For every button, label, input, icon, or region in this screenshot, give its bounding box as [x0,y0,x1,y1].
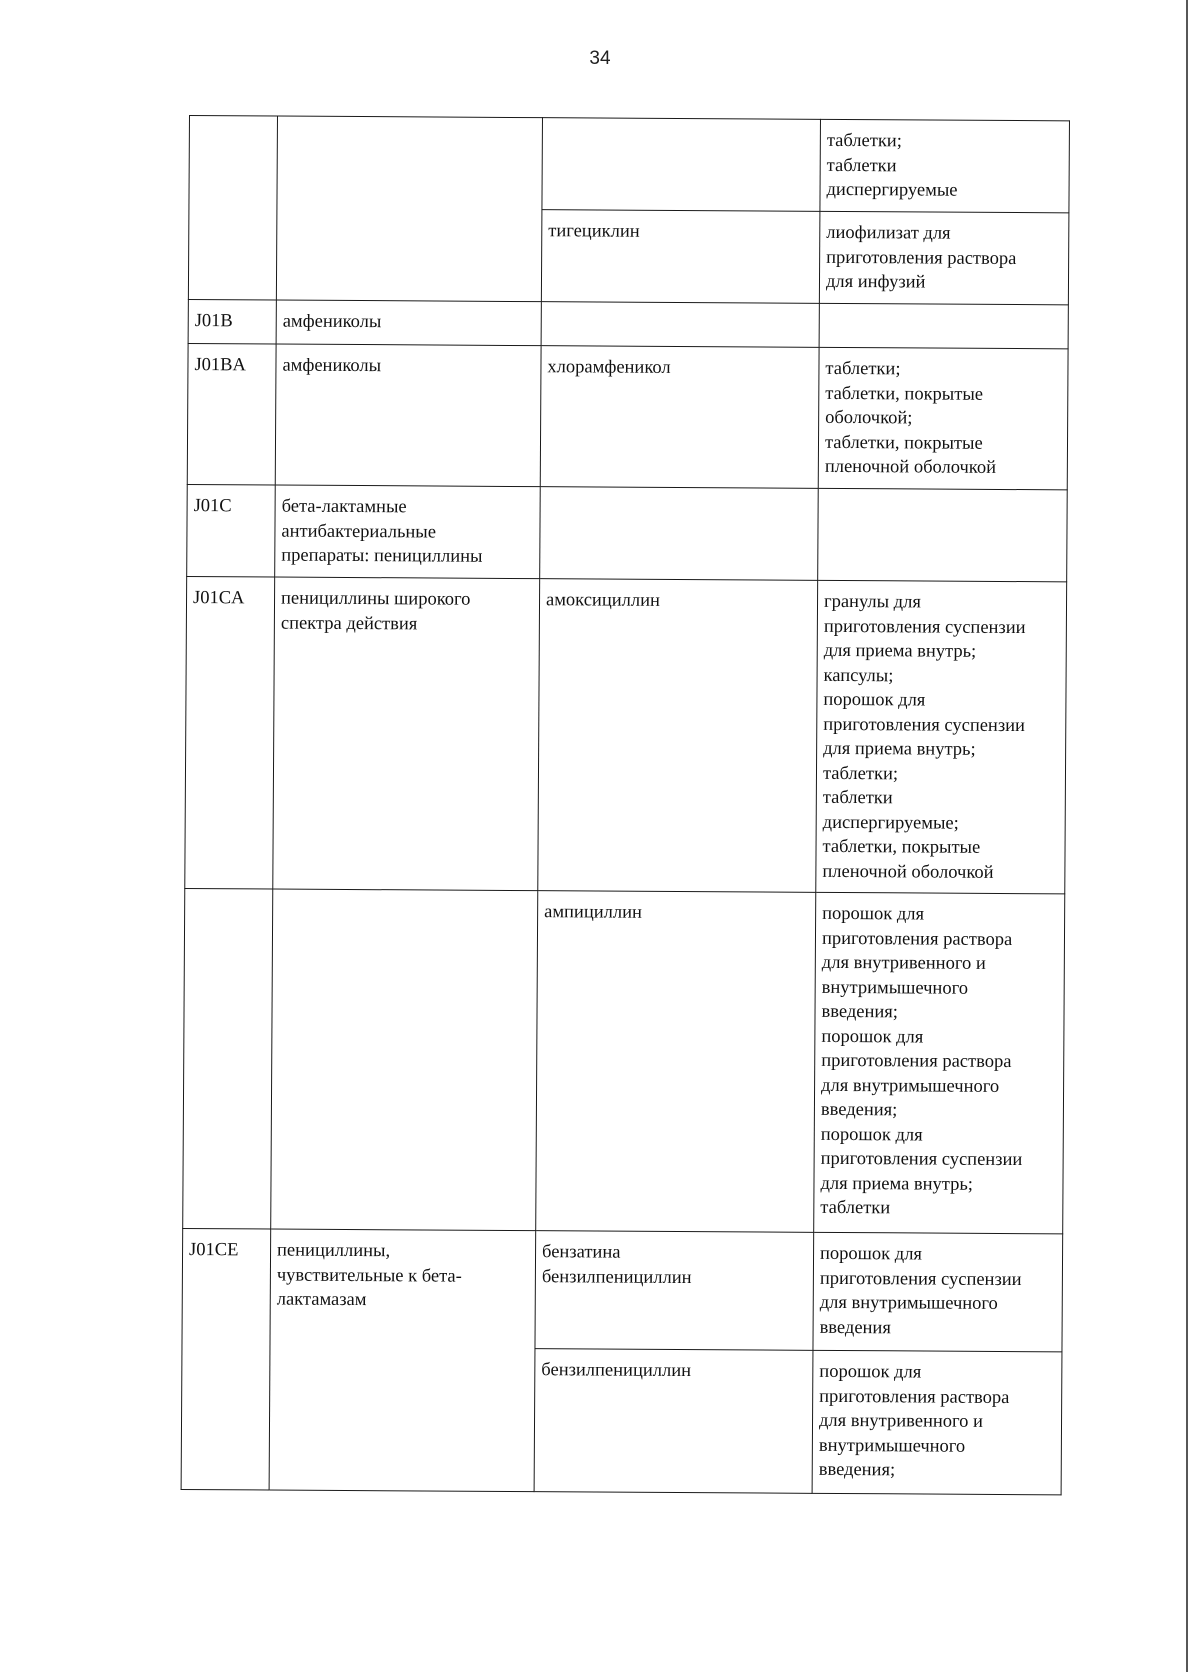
drug-name-cell: ампициллин [536,891,816,1233]
group-name-cell: бета-лактамные антибактериальные препараты: пенициллины [275,485,541,579]
dosage-form-cell: порошок для приготовления суспензии для внутримышечного введения [813,1232,1063,1352]
atc-code-cell: J01CE [181,1228,271,1490]
atc-code-cell: J01C [187,484,276,577]
dosage-form-cell [818,488,1068,582]
drug-name-cell: амоксициллин [538,579,818,893]
dosage-form-cell: лиофилизат для приготовления раствора для инфузий [819,211,1069,305]
drug-name-cell: бензилпенициллин [534,1349,813,1494]
table-row [187,343,1068,489]
table-row [185,576,1067,893]
atc-code-cell: J01BA [187,343,276,485]
table-row [182,1228,1063,1351]
drug-name-cell [540,487,819,581]
group-name-cell: амфениколы [275,344,541,487]
drug-name-cell [541,302,819,348]
dosage-form-cell: гранулы для приготовления суспензии для приема внутрь; капсулы; порошок для приготовления суспензии для приема внутрь; таблетки; таблетки диспергируемые; таблетки, покрытые пленочной оболочкой [816,580,1067,894]
drug-classification-table [181,115,1070,1495]
atc-code-cell [183,888,273,1229]
group-name-cell: амфениколы [276,300,541,346]
drug-name-cell: хлорамфеникол [540,346,819,489]
scan-edge-line [1186,0,1188,1672]
dosage-form-cell: таблетки; таблетки, покрытые оболочкой; таблетки, покрытые пленочной оболочкой [818,347,1068,490]
dosage-form-cell: порошок для приготовления раствора для внутривенного и внутримышечного введения; [812,1350,1062,1495]
atc-code-cell [188,116,277,301]
drug-name-cell: бензатина бензилпенициллин [535,1231,814,1351]
table-row [187,484,1068,581]
group-name-cell [271,889,538,1231]
group-name-cell: пенициллины широкого спектра действия [273,577,540,891]
dosage-form-cell: таблетки; таблетки диспергируемые [820,119,1070,213]
page-number: 34 [589,48,611,69]
group-name-cell: пенициллины, чувствительные к бета- лактамазам [269,1229,536,1492]
table-row [188,299,1068,348]
table-row [189,116,1070,213]
drug-name-cell: тигециклин [541,210,820,304]
atc-code-cell: J01CA [185,576,275,889]
table-row [183,888,1065,1233]
drug-name-cell [542,118,821,212]
dosage-form-cell [819,303,1068,349]
group-name-cell [276,116,542,302]
atc-code-cell: J01B [188,299,276,344]
dosage-form-cell: порошок для приготовления раствора для внутривенного и внутримышечного введения; порошок для приготовления раствора для внутримышечного введения; порошок для приготовления суспензии для приема внутрь; таблетки [814,892,1065,1234]
